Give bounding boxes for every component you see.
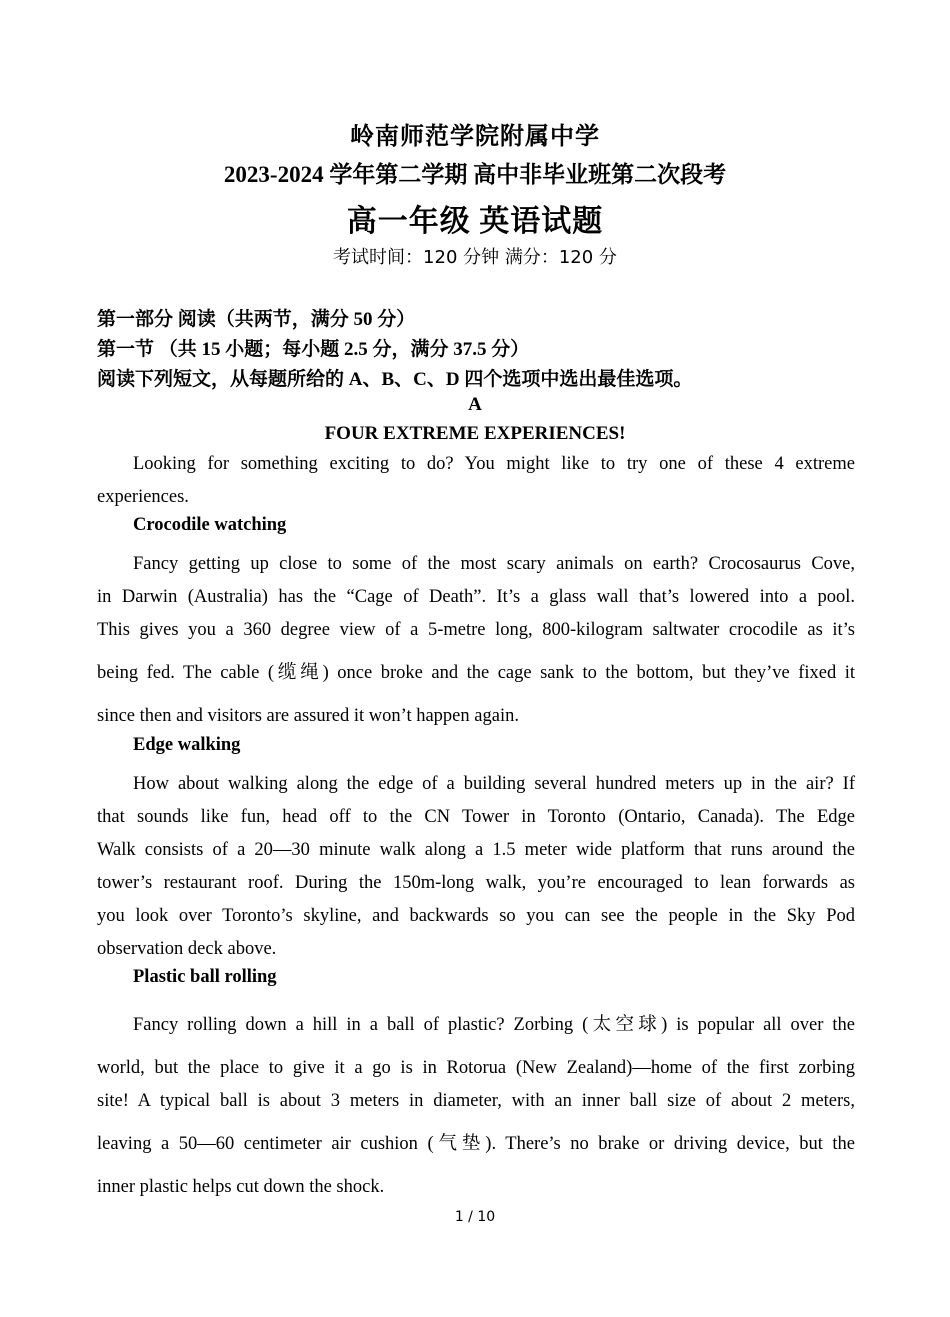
text-line: leaving a 50—60 centimeter air cushion (气垫). There’s no brake or driving device, but the <box>97 1134 855 1154</box>
text-line: Fancy rolling down a hill in a ball of plastic? Zorbing (太空球) is popular all over the <box>133 1015 855 1035</box>
paragraph-edge <box>97 768 855 966</box>
text-line: Looking for something exciting to do? You might like to try one of these 4 extreme <box>133 454 855 474</box>
paragraph-crocodile <box>97 548 855 733</box>
text-line: site! A typical ball is about 3 meters in diameter, with an inner ball size of about 2 meters, <box>97 1091 855 1111</box>
passage-title: FOUR EXTREME EXPERIENCES! <box>324 423 626 444</box>
part-heading: 第一部分 阅读（共两节，满分 50 分） <box>97 309 416 330</box>
exam-term: 2023-2024 学年第二学期 高中非毕业班第二次段考 <box>223 162 727 187</box>
passage-letter: A <box>468 394 482 415</box>
text-line: you look over Toronto’s skyline, and backwards so you can see the people in the Sky Pod <box>97 906 855 926</box>
text-line: This gives you a 360 degree view of a 5-metre long, 800-kilogram saltwater crocodile as it’s <box>97 620 855 640</box>
text-line: being fed. The cable (缆绳) once broke and the cage sank to the bottom, but they’ve fixed it <box>97 663 855 683</box>
page-number: 1 / 10 <box>454 1209 496 1225</box>
instruction: 阅读下列短文，从每题所给的 A、B、C、D 四个选项中选出最佳选项。 <box>97 369 693 390</box>
subsection-heading: 第一节 （共 15 小题；每小题 2.5 分，满分 37.5 分） <box>97 339 530 360</box>
text-line: Fancy getting up close to some of the most scary animals on earth? Crocosaurus Cove, <box>133 554 855 574</box>
text-line: How about walking along the edge of a building several hundred meters up in the air? If <box>133 774 855 794</box>
text-line: in Darwin (Australia) has the “Cage of Death”. It’s a glass wall that’s lowered into a pool. <box>97 587 855 607</box>
text-line: inner plastic helps cut down the shock. <box>97 1177 385 1197</box>
school-name: 岭南师范学院附属中学 <box>350 124 600 150</box>
text-line: since then and visitors are assured it won’t happen again. <box>97 706 519 726</box>
exam-title: 高一年级 英语试题 <box>346 205 604 238</box>
intro-paragraph <box>97 448 855 514</box>
text-line: tower’s restaurant roof. During the 150m-long walk, you’re encouraged to lean forwards as <box>97 873 855 893</box>
text-line: experiences. <box>97 487 189 507</box>
text-line: world, but the place to give it a go is in Rotorua (New Zealand)—home of the first zorbing <box>97 1058 855 1078</box>
paragraph-plastic-ball <box>97 1009 855 1204</box>
text-line: observation deck above. <box>97 939 277 959</box>
text-line: Walk consists of a 20—30 minute walk along a 1.5 meter wide platform that runs around the <box>97 840 855 860</box>
text-line: that sounds like fun, head off to the CN Tower in Toronto (Ontario, Canada). The Edge <box>97 807 855 827</box>
section-heading-plastic-ball: Plastic ball rolling <box>133 967 277 987</box>
section-heading-edge: Edge walking <box>133 735 241 755</box>
exam-info: 考试时间：120 分钟 满分：120 分 <box>333 247 617 268</box>
section-heading-crocodile: Crocodile watching <box>133 515 287 535</box>
